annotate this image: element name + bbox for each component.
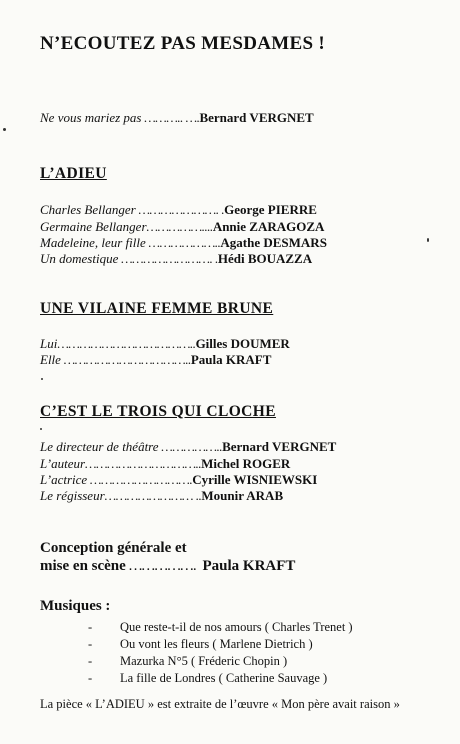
actor-name: Paula KRAFT <box>190 352 272 367</box>
role-name: Elle <box>40 352 61 367</box>
bullet-dash: - <box>88 637 93 651</box>
conception-label: Conception générale et <box>40 540 187 556</box>
actor-name: Gilles DOUMER <box>195 336 290 351</box>
music-title: Que reste-t-il de nos amours ( Charles Trenet ) <box>120 620 353 634</box>
section-heading-ladieu: L’ADIEU <box>40 165 107 182</box>
dot-leader: …………………… .. <box>104 488 202 503</box>
dot-leader: ………………………. <box>87 472 193 487</box>
cast-row <box>40 235 327 251</box>
cast-row <box>40 456 290 472</box>
dot-leader: ……………………. . <box>118 251 218 266</box>
footer-note: La pièce « L’ADIEU » est extraite de l’œuvre « Mon père avait raison » <box>40 697 400 711</box>
dot-leader: …………….... <box>146 219 213 234</box>
role-name: Un domestique <box>40 251 119 266</box>
mise-en-scene-row <box>40 558 295 575</box>
bullet-dash: - <box>88 671 93 685</box>
dot-leader: ………………………….. <box>85 456 202 471</box>
scan-speck <box>427 238 429 242</box>
cast-row <box>40 251 312 267</box>
dot-leader: ……….. …. <box>141 110 200 125</box>
section-heading-vilaine-femme-brune: UNE VILAINE FEMME BRUNE <box>40 300 274 317</box>
music-list-item <box>88 654 287 669</box>
cast-row <box>40 472 317 488</box>
actor-name: Agathe DESMARS <box>220 235 327 250</box>
music-title: Mazurka N°5 ( Fréderic Chopin ) <box>120 654 288 668</box>
actor-name: Michel ROGER <box>201 456 291 471</box>
music-list-item <box>88 620 353 635</box>
bullet-dash: - <box>88 620 93 634</box>
scan-speck <box>40 428 42 430</box>
role-name: Madeleine, leur fille <box>40 235 146 250</box>
page-title: N’ECOUTEZ PAS MESDAMES ! <box>40 33 326 54</box>
cast-row <box>40 336 290 352</box>
music-title: La fille de Londres ( Catherine Sauvage ) <box>120 671 328 685</box>
music-list-item <box>88 671 327 686</box>
actor-name: Bernard VERGNET <box>199 110 314 125</box>
music-heading: Musiques : <box>40 598 111 614</box>
music-title: Ou vont les fleurs ( Marlene Dietrich ) <box>120 637 313 651</box>
role-name: Lui <box>40 336 58 351</box>
mise-en-scene-label: mise en scène <box>40 558 126 574</box>
role-name: Le régisseur <box>40 488 105 503</box>
actor-name: George PIERRE <box>224 202 317 217</box>
role-name: Ne vous mariez pas <box>40 110 142 125</box>
dot-leader: ……………………………….. <box>57 336 196 351</box>
bullet-dash: - <box>88 654 93 668</box>
cast-row <box>40 488 283 504</box>
role-name: Le directeur de théâtre <box>40 439 159 454</box>
actor-name: Paula KRAFT <box>202 558 296 574</box>
actor-name: Mounir ARAB <box>201 488 284 503</box>
cast-row <box>40 219 324 235</box>
actor-name: Hédi BOUAZZA <box>217 251 313 266</box>
scan-speck <box>41 378 43 380</box>
dot-leader: …………………………….. <box>60 352 191 367</box>
actor-name: Annie ZARAGOZA <box>212 219 325 234</box>
dot-leader: ……………. <box>125 558 197 574</box>
role-name: Germaine Bellanger <box>40 219 147 234</box>
cast-row <box>40 202 317 218</box>
intro-row <box>40 110 314 126</box>
dot-leader: …………….. <box>158 439 223 454</box>
dot-leader: …………………. . <box>135 202 225 217</box>
section-heading-trois-qui-cloche: C’EST LE TROIS QUI CLOCHE <box>40 403 276 420</box>
actor-name: Cyrille WISNIEWSKI <box>192 472 318 487</box>
cast-row <box>40 352 271 368</box>
role-name: L’actrice <box>40 472 88 487</box>
actor-name: Bernard VERGNET <box>222 439 337 454</box>
cast-row <box>40 439 336 455</box>
dot-leader: ……………….. <box>145 235 221 250</box>
role-name: L’auteur <box>40 456 86 471</box>
scan-speck <box>3 128 6 131</box>
role-name: Charles Bellanger <box>40 202 136 217</box>
music-list-item <box>88 637 313 652</box>
